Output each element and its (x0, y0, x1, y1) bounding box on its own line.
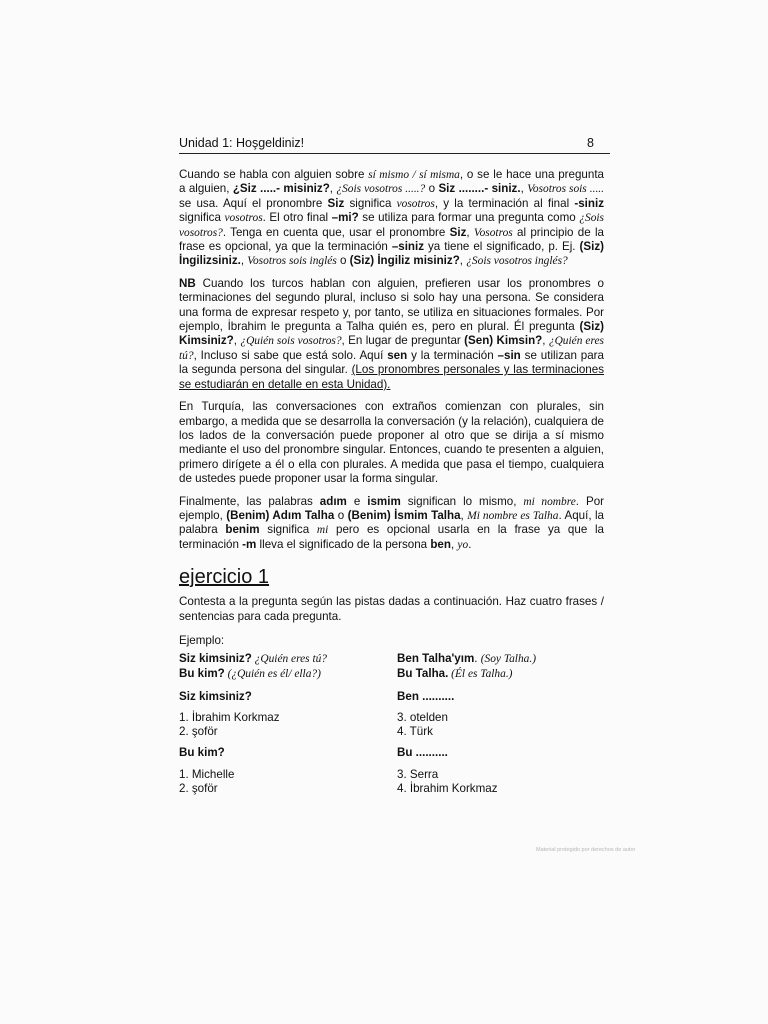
text-run: , Incluso si sabe que está solo. Aquí (193, 348, 388, 362)
text-run: (¿Quién es él/ ella?) (224, 667, 321, 680)
text-run: Siz (327, 196, 345, 210)
text-run: se usa. Aquí el pronombre (179, 196, 328, 210)
text-run: 4. İbrahim Korkmaz (397, 781, 498, 795)
text-run: (Soy Talha.) (480, 653, 537, 666)
exercise-title: ejercicio 1 (179, 566, 270, 589)
exercise-line (179, 652, 394, 667)
exercise-line (397, 667, 604, 682)
text-run: ¿Sois vosotros .....? (336, 183, 426, 196)
exercise-line (179, 746, 394, 760)
text-run: ¿Siz .....- misiniz? (232, 182, 330, 196)
text-run: y la terminación (407, 348, 498, 362)
paragraph-nb-note (179, 277, 604, 392)
text-run: –siniz (391, 240, 425, 254)
text-run: , (459, 254, 467, 268)
text-run: o (334, 508, 348, 522)
text-run: . (468, 537, 472, 551)
text-run: al principio de la frase es opcional, ya que la terminación (179, 225, 604, 254)
text-run: o (425, 182, 439, 196)
text-run: , (466, 225, 474, 239)
exercise-line (397, 768, 604, 782)
text-run: sen (387, 348, 408, 362)
exercise-line (397, 725, 604, 739)
example-label: Ejemplo: (179, 633, 225, 647)
text-run: ¿Quién eres tú? (179, 335, 604, 362)
row-spacer (397, 738, 604, 746)
text-run: , o se le hace una pregunta a alguien, (179, 168, 604, 196)
text-run: 2. şoför (179, 781, 218, 795)
text-run: significa (259, 523, 317, 537)
text-run: NB (179, 276, 196, 290)
row-spacer (179, 738, 394, 746)
exercise-line (179, 667, 394, 682)
text-run: ya tiene el significado, p. Ej. (424, 240, 580, 254)
exercise-line (397, 746, 604, 760)
text-run: –mi? (331, 211, 359, 225)
text-run: -m (242, 537, 257, 551)
row-spacer (397, 703, 604, 711)
text-run: (Siz) Kimsiniz? (179, 320, 604, 348)
paragraph-turkey-conversations (179, 400, 604, 486)
page-number: 8 (587, 136, 594, 150)
page-header (179, 136, 610, 154)
text-run: mi (316, 524, 329, 537)
exercise-right-column (397, 652, 604, 795)
text-run: Siz (449, 225, 467, 239)
text-run: Siz ........- siniz. (438, 182, 521, 196)
text-run: . Por ejemplo, (179, 494, 605, 522)
text-run: e (346, 494, 368, 508)
text-run: 3. otelden (397, 711, 448, 725)
text-run: significan lo mismo, (400, 494, 524, 508)
text-run: (Él es Talha.) (448, 667, 513, 680)
text-run: -siniz (574, 196, 604, 210)
text-run: vosotros (224, 212, 263, 225)
text-run: 4. Türk (397, 724, 433, 738)
text-run: . Aquí, la palabra (179, 508, 604, 537)
text-run: significa (179, 211, 225, 225)
text-run: Bu kim? (179, 746, 225, 760)
text-run: Vosotros sois ..... (527, 183, 604, 196)
exercise-line (397, 652, 604, 667)
exercise-line (179, 690, 394, 704)
exercise-line (179, 725, 394, 739)
text-run: 3. Serra (397, 767, 439, 781)
text-run: , y la terminación al final (434, 196, 575, 210)
text-run: Siz kimsiniz? (179, 652, 252, 666)
text-run: (Siz) İngilizsiniz. (179, 240, 604, 268)
text-run: , (240, 254, 248, 268)
text-run: yo (457, 538, 469, 551)
text-run: Vosotros sois inglés (247, 255, 337, 268)
text-run: , En lugar de preguntar (341, 334, 465, 348)
exercise-left-column (179, 652, 394, 795)
text-run: . Tenga en cuenta que, usar el pronombre (222, 225, 450, 239)
text-run: . (474, 652, 481, 666)
text-run: , (450, 537, 458, 551)
row-spacer (179, 703, 394, 711)
text-run: Bu kim? (179, 666, 225, 680)
text-run: Ben Talha'yım (397, 652, 475, 666)
paragraph-siz-usage (179, 168, 604, 269)
text-run: . El otro final (262, 211, 332, 225)
text-run: vosotros (396, 197, 435, 210)
text-run: lleva el significado de la persona (256, 537, 431, 551)
exercise-instructions: Contesta a la pregunta según las pistas dadas a continuación. Haz cuatro frases / sentencias para cada pregunta. (179, 595, 604, 623)
text-run: ¿Sois vosotros? (179, 212, 604, 239)
text-run: ¿Sois vosotros inglés? (466, 255, 568, 268)
text-run: se utiliza para formar una pregunta como (358, 211, 580, 225)
row-spacer (179, 682, 394, 690)
row-spacer (397, 760, 604, 768)
text-run: En Turquía, las conversaciones con extraños comienzan con plurales, sin embargo, a medida que se desarrolla la conversación (y la relación), cualquiera de los lados de la conversación puede proponer al otro que se dirija a sí mismo mediante el uso del pronombre singular. Entonces, cuando te presenten a alguien, primero dirígete a él o ella con plurales. A medida que pasa el tiempo, cualquiera de ustedes puede proponer usar la forma singular. (179, 400, 604, 486)
text-run: ben (430, 537, 451, 551)
exercise-line (397, 782, 604, 796)
text-run: , (329, 182, 337, 196)
text-run: , (520, 182, 528, 196)
text-run: adım (319, 494, 347, 508)
text-run: benim (225, 523, 260, 537)
text-run: ¿Quién eres tú? (251, 653, 327, 666)
text-run: (Los pronombres personales y las terminaciones se estudiarán en detalle en esta Unidad). (179, 363, 604, 391)
text-run: Bu .......... (397, 746, 448, 760)
text-run: ismim (367, 494, 401, 508)
text-run: –sin (497, 348, 521, 362)
exercise-line (179, 782, 394, 796)
copyright-watermark: Material protegido por derechos de autor (536, 847, 636, 853)
text-run: Cuando se habla con alguien sobre (179, 168, 369, 181)
row-spacer (179, 760, 394, 768)
text-run: (Sen) Kimsin? (464, 334, 543, 348)
text-run: sí mismo / sí misma (368, 169, 460, 181)
text-run: mi nombre (523, 495, 576, 508)
page-body (179, 168, 605, 795)
text-run: Finalmente, las palabras (179, 494, 320, 508)
text-run: 2. şoför (179, 724, 218, 738)
exercise-line (397, 711, 604, 725)
exercise-line (179, 711, 394, 725)
exercise-line (179, 768, 394, 782)
text-run: , (233, 334, 241, 348)
text-run: (Siz) İngiliz misiniz? (349, 254, 460, 268)
text-run: , (542, 334, 549, 348)
text-run: Cuando los turcos hablan con alguien, prefieren usar los pronombres o terminaciones del segundo plural, incluso si solo hay una persona. Se considera una forma de expresar respeto y, por tanto, se utiliza en situaciones formales. Por ejemplo, İbrahim le pregunta a Talha quién es, pero en plural. Él pregunta (179, 276, 604, 334)
paragraph-adim-ismim (179, 495, 604, 553)
text-run: , (460, 508, 468, 522)
text-run: Ben .......... (397, 689, 455, 703)
text-run: Siz kimsiniz? (179, 689, 252, 703)
unit-title: Unidad 1: Hoşgeldiniz! (179, 136, 305, 150)
text-run: (Benim) Adım Talha (226, 508, 335, 522)
row-spacer (397, 682, 604, 690)
text-run: Vosotros (473, 226, 513, 239)
text-run: Bu Talha. (397, 666, 449, 680)
text-run: (Benim) İsmim Talha (347, 508, 461, 522)
text-run: o (336, 254, 350, 268)
exercise-line (397, 690, 604, 704)
text-run: significa (344, 196, 397, 210)
text-run: 1. Michelle (179, 767, 235, 781)
text-run: ¿Quién sois vosotros? (240, 335, 342, 348)
text-run: se utilizan para la segunda persona del singular. (179, 348, 604, 377)
text-run: 1. İbrahim Korkmaz (179, 711, 280, 725)
text-run: pero es opcional usarla en la frase ya que la terminación (179, 523, 605, 551)
text-run: Mi nombre es Talha (467, 509, 559, 522)
